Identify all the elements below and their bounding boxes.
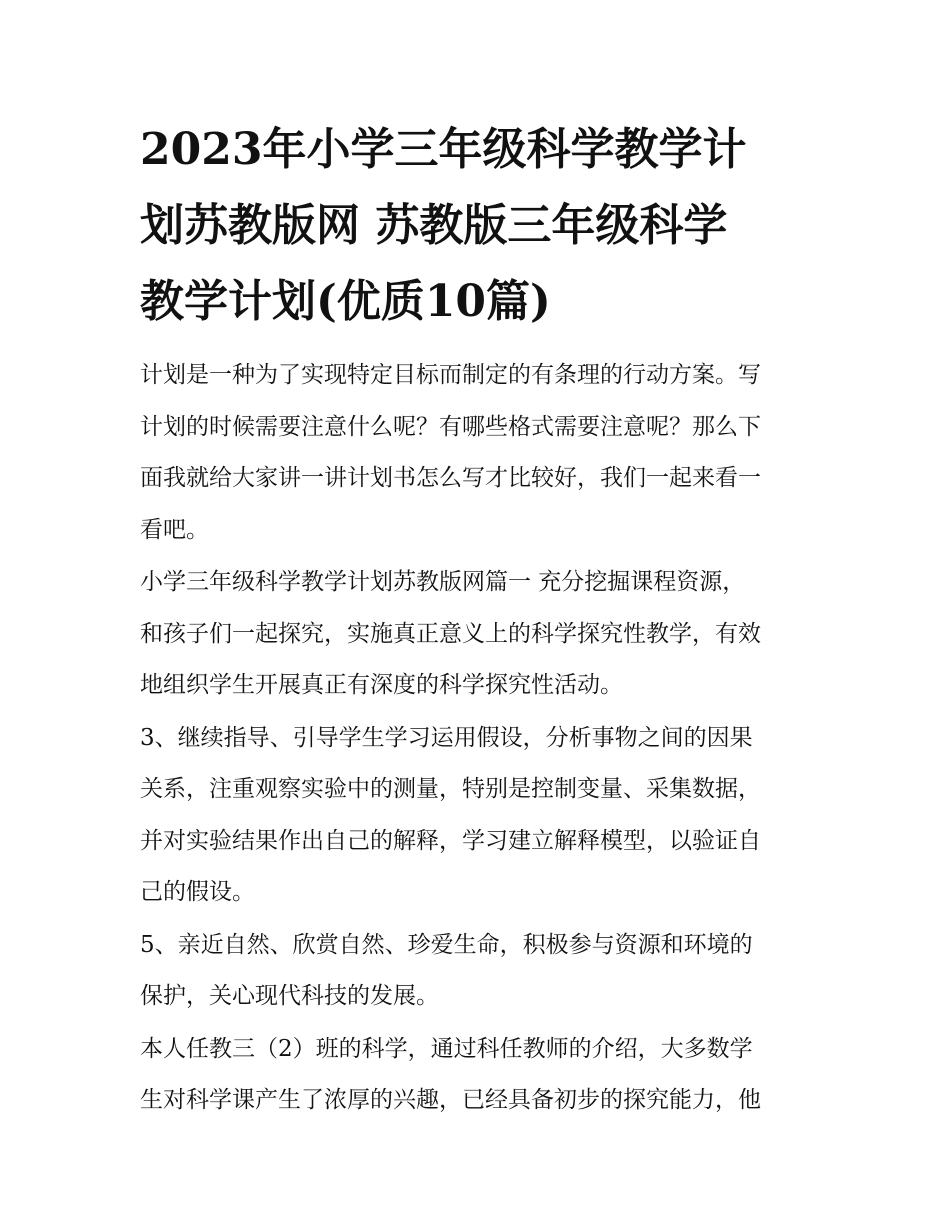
paragraph-line: 计划是一种为了实现特定目标而制定的有条理的行动方案。写 bbox=[140, 362, 761, 388]
paragraph-intro bbox=[140, 350, 812, 556]
paragraph-line: 看吧。 bbox=[140, 516, 209, 543]
paragraph-line: 3、继续指导、引导学生学习运用假设，分析事物之间的因果 bbox=[140, 724, 753, 751]
paragraph-item-5 bbox=[140, 920, 812, 1023]
document-title bbox=[140, 112, 812, 340]
paragraph-class-info bbox=[140, 1024, 812, 1127]
title-line: 教学计划(优质10篇) bbox=[140, 276, 551, 327]
paragraph-line: 和孩子们一起探究，实施真正意义上的科学探究性教学，有效 bbox=[140, 620, 761, 647]
paragraph-line: 生对科学课产生了浓厚的兴趣，已经具备初步的探究能力，他 bbox=[140, 1087, 761, 1113]
title-line: 划苏教版网 苏教版三年级科学 bbox=[140, 200, 728, 251]
paragraph-line: 5、亲近自然、欣赏自然、珍爱生命，积极参与资源和环境的 bbox=[140, 931, 753, 958]
paragraph-item-3 bbox=[140, 713, 812, 919]
paragraph-line: 本人任教三（2）班的科学，通过科任教师的介绍，大多数学 bbox=[140, 1035, 753, 1062]
paragraph-line: 并对实验结果作出自己的解释，学习建立解释模型，以验证自 bbox=[140, 827, 761, 854]
document-content bbox=[140, 112, 812, 1128]
paragraph-line: 面我就给大家讲一讲计划书怎么写才比较好，我们一起来看一 bbox=[140, 465, 761, 491]
title-line: 2023年小学三年级科学教学计 bbox=[140, 124, 747, 175]
paragraph-line: 关系，注重观察实验中的测量，特别是控制变量、采集数据， bbox=[140, 776, 761, 802]
paragraph-line: 地组织学生开展真正有深度的科学探究性活动。 bbox=[140, 672, 623, 698]
paragraph-section-one bbox=[140, 557, 812, 712]
paragraph-line: 己的假设。 bbox=[140, 879, 255, 905]
paragraph-line: 计划的时候需要注意什么呢？有哪些格式需要注意呢？那么下 bbox=[140, 413, 761, 440]
paragraph-line: 小学三年级科学教学计划苏教版网篇一 充分挖掘课程资源， bbox=[140, 569, 746, 595]
paragraph-line: 保护，关心现代科技的发展。 bbox=[140, 983, 439, 1009]
